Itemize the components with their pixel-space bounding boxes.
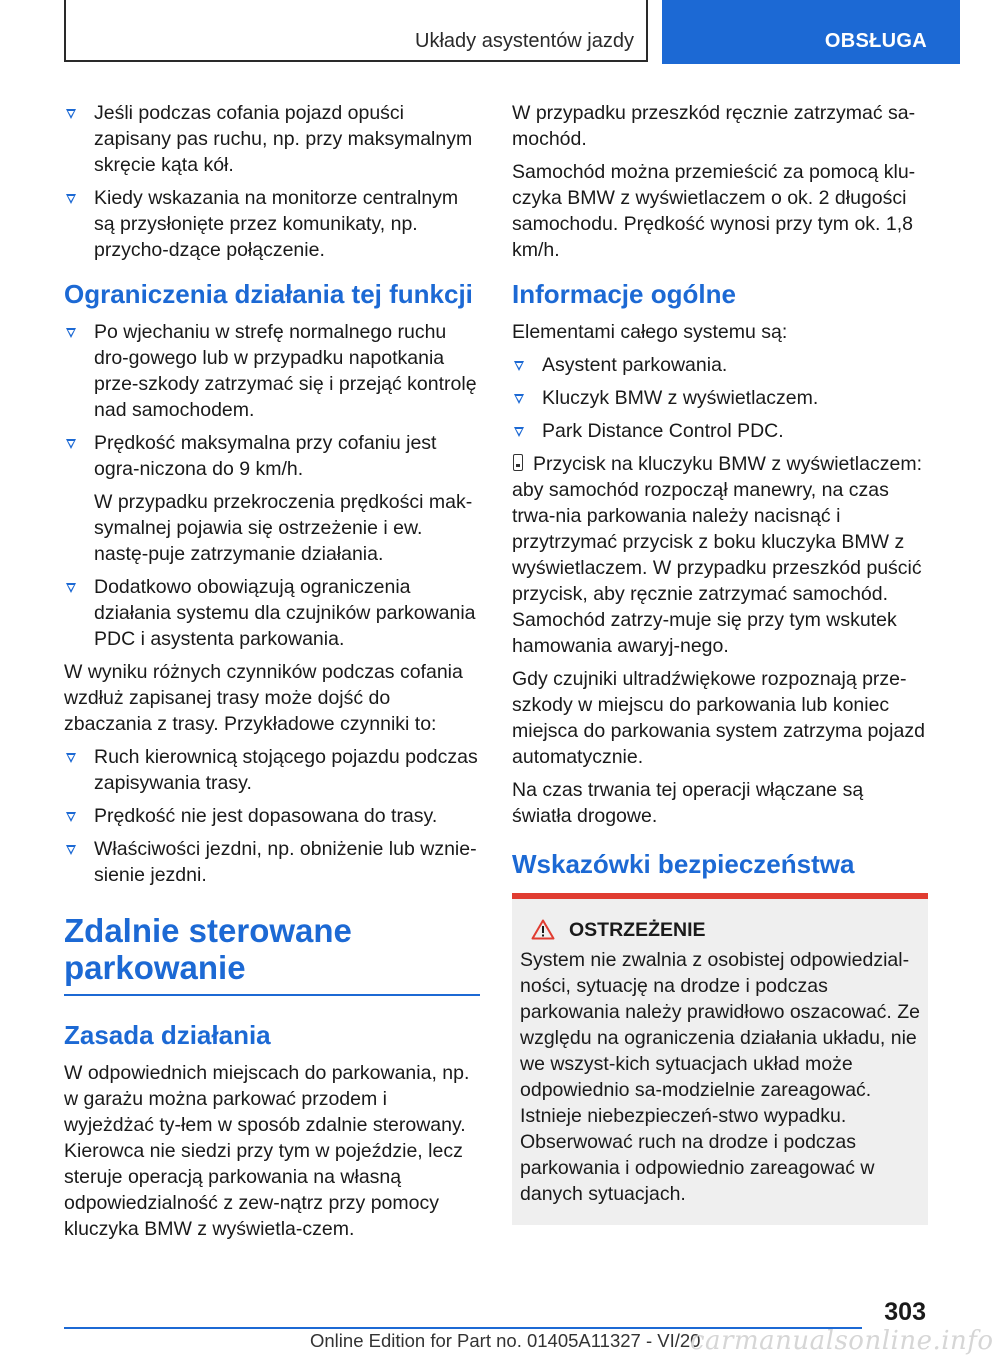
- list-item: Prędkość maksymalna przy cofaniu jest ogra‐niczona do 9 km/h.: [64, 430, 480, 482]
- header-section-box: [64, 0, 648, 62]
- header-chapter-tab[interactable]: [662, 0, 960, 64]
- list-item: Po wjechaniu w strefę normalnego ruchu dro‐gowego lub w przypadku napotkania prze‐szkody zatrzymać się i przejąć kontrolę nad samochodem.: [64, 319, 480, 423]
- list-item: Prędkość nie jest dopasowana do trasy.: [64, 803, 480, 829]
- bullet-triangle-icon: [514, 361, 524, 371]
- bullet-triangle-icon: [66, 845, 76, 855]
- section-heading-general: Informacje ogólne: [512, 279, 736, 309]
- watermark: carmanualsonline.info: [690, 1326, 994, 1356]
- list-item: Ruch kierownicą stojącego pojazdu podczas zapisywania trasy.: [64, 744, 480, 796]
- page-number: 303: [884, 1298, 926, 1326]
- warning-text: System nie zwalnia z osobistej odpowiedzial‐ności, sytuację na drodze i podczas parkowania należy prawidłowo oszacować. Ze względu na ograniczenia działania układu, nie we wszyst‐kich sytuacjach układ może odpowiednio sa‐modzielnie zareagować. Istnieje niebezpieczeń‐stwo wypadku. Obserwować ruch na drodze i podczas parkowania i odpowiednio zareagować w danych sytuacjach.: [520, 949, 920, 1205]
- paragraph: Samochód można przemieścić za pomocą klu‐czyka BMW z wyświetlaczem o ok. 2 długości samochodu. Prędkość wynosi przy tym ok. 1,8 km/h.: [512, 161, 916, 261]
- list-item: Dodatkowo obowiązują ograniczenia działania systemu dla czujników parkowania PDC i asystenta parkowania.: [64, 574, 480, 652]
- paragraph: Elementami całego systemu są:: [512, 321, 788, 343]
- section-heading-principle: Zasada działania: [64, 1020, 271, 1050]
- paragraph: W wyniku różnych czynników podczas cofania wzdłuż zapisanej trasy może dojść do zbaczania z trasy. Przykładowe czynniki to:: [64, 661, 463, 735]
- header-chapter-label: OBSŁUGA: [824, 30, 927, 52]
- bullet-triangle-icon: [66, 753, 76, 763]
- list-item: Właściwości jezdni, np. obniżenie lub wznie‐sienie jezdni.: [64, 836, 480, 888]
- page-header: [0, 0, 960, 66]
- footer-edition: Online Edition for Part no. 01405A11327 - VI/20: [310, 1330, 701, 1351]
- bullet-triangle-icon: [66, 439, 76, 449]
- bullet-triangle-icon: [66, 328, 76, 338]
- right-column: [512, 100, 928, 1225]
- warning-triangle-icon: [531, 919, 555, 940]
- warning-title: OSTRZEŻENIE: [520, 917, 920, 943]
- paragraph: Gdy czujniki ultradźwiękowe rozpoznają prze‐szkody w miejscu do parkowania lub koniec miejsca do parkowania system zatrzyma pojazd automatycznie.: [512, 668, 925, 768]
- paragraph: W odpowiednich miejscach do parkowania, np. w garażu można parkować przodem i wyjeżdżać ty‐łem w sposób zdalnie sterowany. Kierowca nie siedzi przy tym w pojeździe, lecz steruje operacją parkowania na własną odpowiedzialność z zew‐nątrz przy pomocy kluczyka BMW z wyświetla‐czem.: [64, 1062, 470, 1240]
- bullet-triangle-icon: [66, 109, 76, 119]
- paragraph: Na czas trwania tej operacji włączane są światła drogowe.: [512, 779, 864, 827]
- bullet-triangle-icon: [66, 812, 76, 822]
- section-heading-limits: Ograniczenia działania tej funkcji: [64, 279, 473, 309]
- left-column: [64, 100, 480, 1249]
- list-item: Park Distance Control PDC.: [512, 418, 928, 444]
- bullet-triangle-icon: [514, 394, 524, 404]
- bullet-triangle-icon: [66, 583, 76, 593]
- bullet-triangle-icon: [514, 427, 524, 437]
- list-item-subtext: W przypadku przekroczenia prędkości mak‐symalnej pojawia się ostrzeżenie i ew. nastę‐puje zatrzymanie działania.: [94, 491, 473, 565]
- paragraph: W przypadku przeszkód ręcznie zatrzymać sa‐mochód.: [512, 102, 916, 150]
- chapter-title: Zdalnie sterowane parkowanie: [64, 912, 480, 996]
- warning-box: [512, 893, 928, 1225]
- list-item: Kluczyk BMW z wyświetlaczem.: [512, 385, 928, 411]
- list-item: Asystent parkowania.: [512, 352, 928, 378]
- header-section-title: Układy asystentów jazdy: [415, 30, 634, 52]
- key-remote-icon: [513, 454, 523, 471]
- section-heading-safety: Wskazówki bezpieczeństwa: [512, 849, 855, 879]
- list-item: Kiedy wskazania na monitorze centralnym są przysłonięte przez komunikaty, np. przycho‐dzące połączenie.: [64, 185, 480, 263]
- list-item: Jeśli podczas cofania pojazd opuści zapisany pas ruchu, np. przy maksymalnym skręcie kąta kół.: [64, 100, 480, 178]
- paragraph-key-button: Przycisk na kluczyku BMW z wyświetlaczem: aby samochód rozpoczął manewry, na czas trwa‐nia parkowania należy nacisnąć i przytrzymać przycisk z boku kluczyka BMW z wyświetlaczem. W przypadku przeszkód puścić przycisk, aby ręcznie zatrzymać samochód. Samochód zatrzy‐muje się przy tym wskutek hamowania awaryj‐nego.: [512, 453, 922, 657]
- bullet-triangle-icon: [66, 194, 76, 204]
